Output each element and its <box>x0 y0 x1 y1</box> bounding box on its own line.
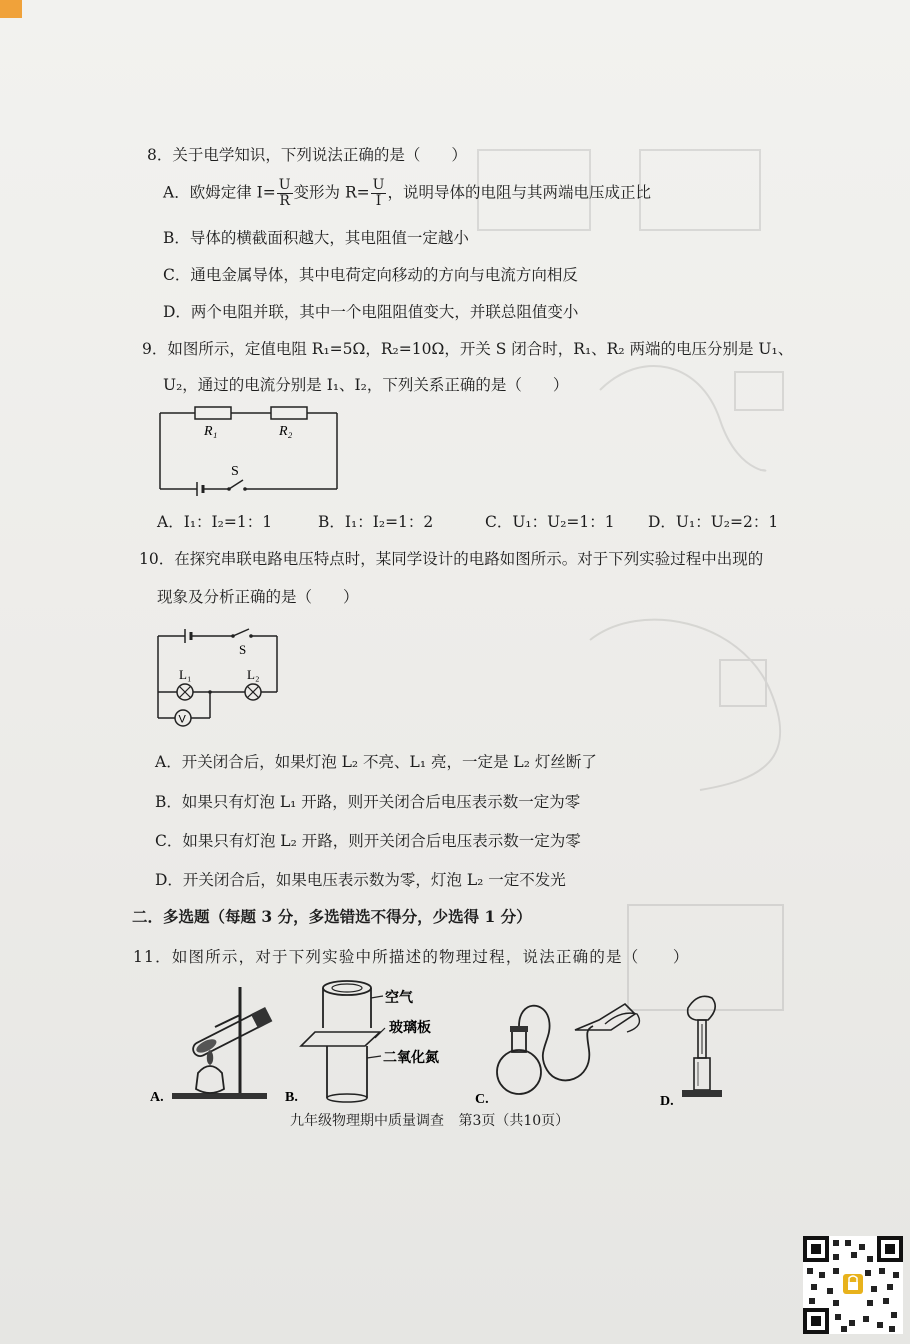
q8-option-c: C．通电金属导体，其中电荷定向移动的方向与电流方向相反 <box>163 266 578 284</box>
q11-figure-a-test-tube <box>150 985 280 1105</box>
q10-option-a: A．开关闭合后，如果灯泡 L₂ 不亮、L₁ 亮，一定是 L₂ 灯丝断了 <box>155 753 597 771</box>
label-v: V <box>178 713 186 726</box>
q10-option-b: B．如果只有灯泡 L₁ 开路，则开关闭合后电压表示数一定为零 <box>155 793 581 811</box>
frac-denominator: R <box>279 193 290 209</box>
q9-circuit-diagram <box>157 404 342 494</box>
q8-stem: 8．关于电学知识，下列说法正确的是（ ） <box>147 146 467 164</box>
fraction-u-over-r <box>277 178 293 209</box>
label-glass-plate: 玻璃板 <box>389 1020 431 1036</box>
label-r2: R₂ <box>279 424 293 439</box>
footer-title: 九年级物理期中质量调查 <box>290 1113 444 1129</box>
label-fig-d: D. <box>660 1094 674 1109</box>
switch-s-symbol <box>229 480 243 489</box>
frac-numerator: U <box>372 177 385 193</box>
q10-stem-line2: 现象及分析正确的是（ ） <box>157 588 359 606</box>
q8-option-a-post: ，说明导体的电阻与其两端电压成正比 <box>387 183 651 202</box>
q9-option-c: C．U₁：U₂=1：1 <box>485 513 615 531</box>
label-l1: L₁ <box>179 667 192 682</box>
q10-stem-line1: 10．在探究串联电路电压特点时，某同学设计的电路如图所示。对于下列实验过程中出现的 <box>139 550 764 568</box>
q9-option-a: A．I₁：I₂=1：1 <box>157 513 273 531</box>
label-l2: L₂ <box>247 667 260 682</box>
q8-option-a-pre: A．欧姆定律 I= <box>163 183 276 202</box>
label-s: S <box>231 464 239 479</box>
label-fig-b: B. <box>285 1090 298 1105</box>
q9-stem-line1: 9．如图所示，定值电阻 R₁=5Ω，R₂=10Ω，开关 S 闭合时，R₁、R₂ 两端的电压分别是 U₁、 <box>142 340 794 358</box>
label-fig-c: C. <box>475 1092 489 1107</box>
q10-option-d: D．开关闭合后，如果电压表示数为零，灯泡 L₂ 一定不发光 <box>155 871 566 889</box>
q8-option-b: B．导体的横截面积越大，其电阻值一定越小 <box>163 229 469 247</box>
footer-page-number: 第3页（共10页） <box>458 1113 570 1129</box>
q9-option-d: D．U₁：U₂=2：1 <box>648 513 779 531</box>
label-r1: R₁ <box>204 424 218 439</box>
q9-stem-line2: U₂，通过的电流分别是 I₁、I₂，下列关系正确的是（ ） <box>163 376 569 394</box>
switch-s-symbol <box>233 629 249 636</box>
q11-stem: 11．如图所示，对于下列实验中所描述的物理过程，说法正确的是（ ） <box>133 948 690 966</box>
lamp-l1-symbol <box>177 684 193 700</box>
q8-option-a-mid: 变形为 R= <box>293 183 370 202</box>
label-fig-a: A. <box>150 1090 164 1105</box>
fraction-u-over-i <box>371 178 387 209</box>
q11-figure-d-compression <box>660 990 730 1110</box>
section-2-heading: 二．多选题（每题 3 分，多选错选不得分，少选得 1 分） <box>132 907 532 926</box>
q8-option-a <box>163 178 651 209</box>
page-footer <box>290 1110 569 1130</box>
q10-circuit-diagram <box>155 628 285 726</box>
frac-numerator: U <box>278 177 291 193</box>
resistor-r2-symbol <box>271 407 307 419</box>
resistor-r1-symbol <box>195 407 231 419</box>
q10-option-c: C．如果只有灯泡 L₂ 开路，则开关闭合后电压表示数一定为零 <box>155 832 581 850</box>
qr-code <box>803 1236 903 1334</box>
lamp-l2-symbol <box>245 684 261 700</box>
label-s: S <box>239 642 247 657</box>
frac-denominator: I <box>375 193 382 209</box>
q11-figure-b-gas-jars <box>285 980 470 1105</box>
q8-option-d: D．两个电阻并联，其中一个电阻阻值变大，并联总阻值变小 <box>163 303 579 321</box>
q9-option-b: B．I₁：I₂=1：2 <box>318 513 434 531</box>
q11-figure-c-flask <box>475 990 645 1110</box>
label-air: 空气 <box>385 990 413 1006</box>
label-no2: 二氧化氮 <box>383 1050 439 1066</box>
